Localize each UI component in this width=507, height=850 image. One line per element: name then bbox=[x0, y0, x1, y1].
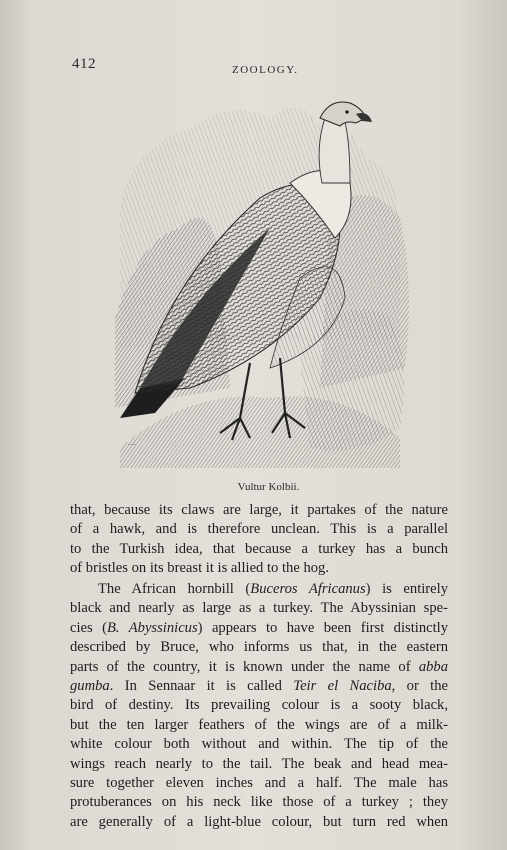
paragraph-2 bbox=[70, 580, 448, 832]
text-line: gumba. In Sennaar it is called Teir el Naciba, or the bbox=[70, 678, 448, 695]
text-line: of a hawk, and is therefore unclean. This is a parallel bbox=[70, 521, 448, 538]
figure-caption: Vultur Kolbii. bbox=[237, 481, 300, 493]
page-number: 412 bbox=[72, 56, 96, 72]
svg-text:~~~: ~~~ bbox=[128, 443, 137, 448]
text-line: that, because its claws are large, it partakes of the nature bbox=[70, 502, 448, 518]
text-line: are generally of a light-blue colour, but turn red when bbox=[70, 813, 448, 830]
text-line: black and nearly as large as a turkey. The Abyssinian spe- bbox=[70, 600, 448, 617]
text-line: to the Turkish idea, that because a turkey has a bunch bbox=[70, 540, 448, 557]
text-line: sure together eleven inches and a half. The male has bbox=[70, 775, 448, 792]
text-line: but the ten larger feathers of the wings are of a milk- bbox=[70, 716, 448, 733]
text-line: of bristles on its breast it is allied to the hog. bbox=[70, 560, 330, 577]
text-line: parts of the country, it is known under the name of abba bbox=[70, 658, 448, 675]
text-line: wings reach nearly to the tail. The beak and head mea- bbox=[70, 755, 448, 772]
paragraph-1 bbox=[70, 501, 448, 579]
text-line: cies (B. Abyssinicus) appears to have been first distinctly bbox=[70, 619, 449, 636]
running-head: ZOOLOGY. bbox=[232, 64, 299, 76]
text-line: white colour both without and within. The tip of the bbox=[70, 736, 448, 753]
text-line: protuberances on his neck like those of a turkey ; they bbox=[70, 794, 448, 811]
text-line: The African hornbill (Buceros Africanus) is entirely bbox=[98, 581, 448, 597]
text-line: bird of destiny. Its prevailing colour is a sooty black, bbox=[70, 697, 448, 714]
vulture-engraving bbox=[100, 88, 420, 470]
text-line: described by Bruce, who informs us that, in the eastern bbox=[70, 639, 448, 656]
